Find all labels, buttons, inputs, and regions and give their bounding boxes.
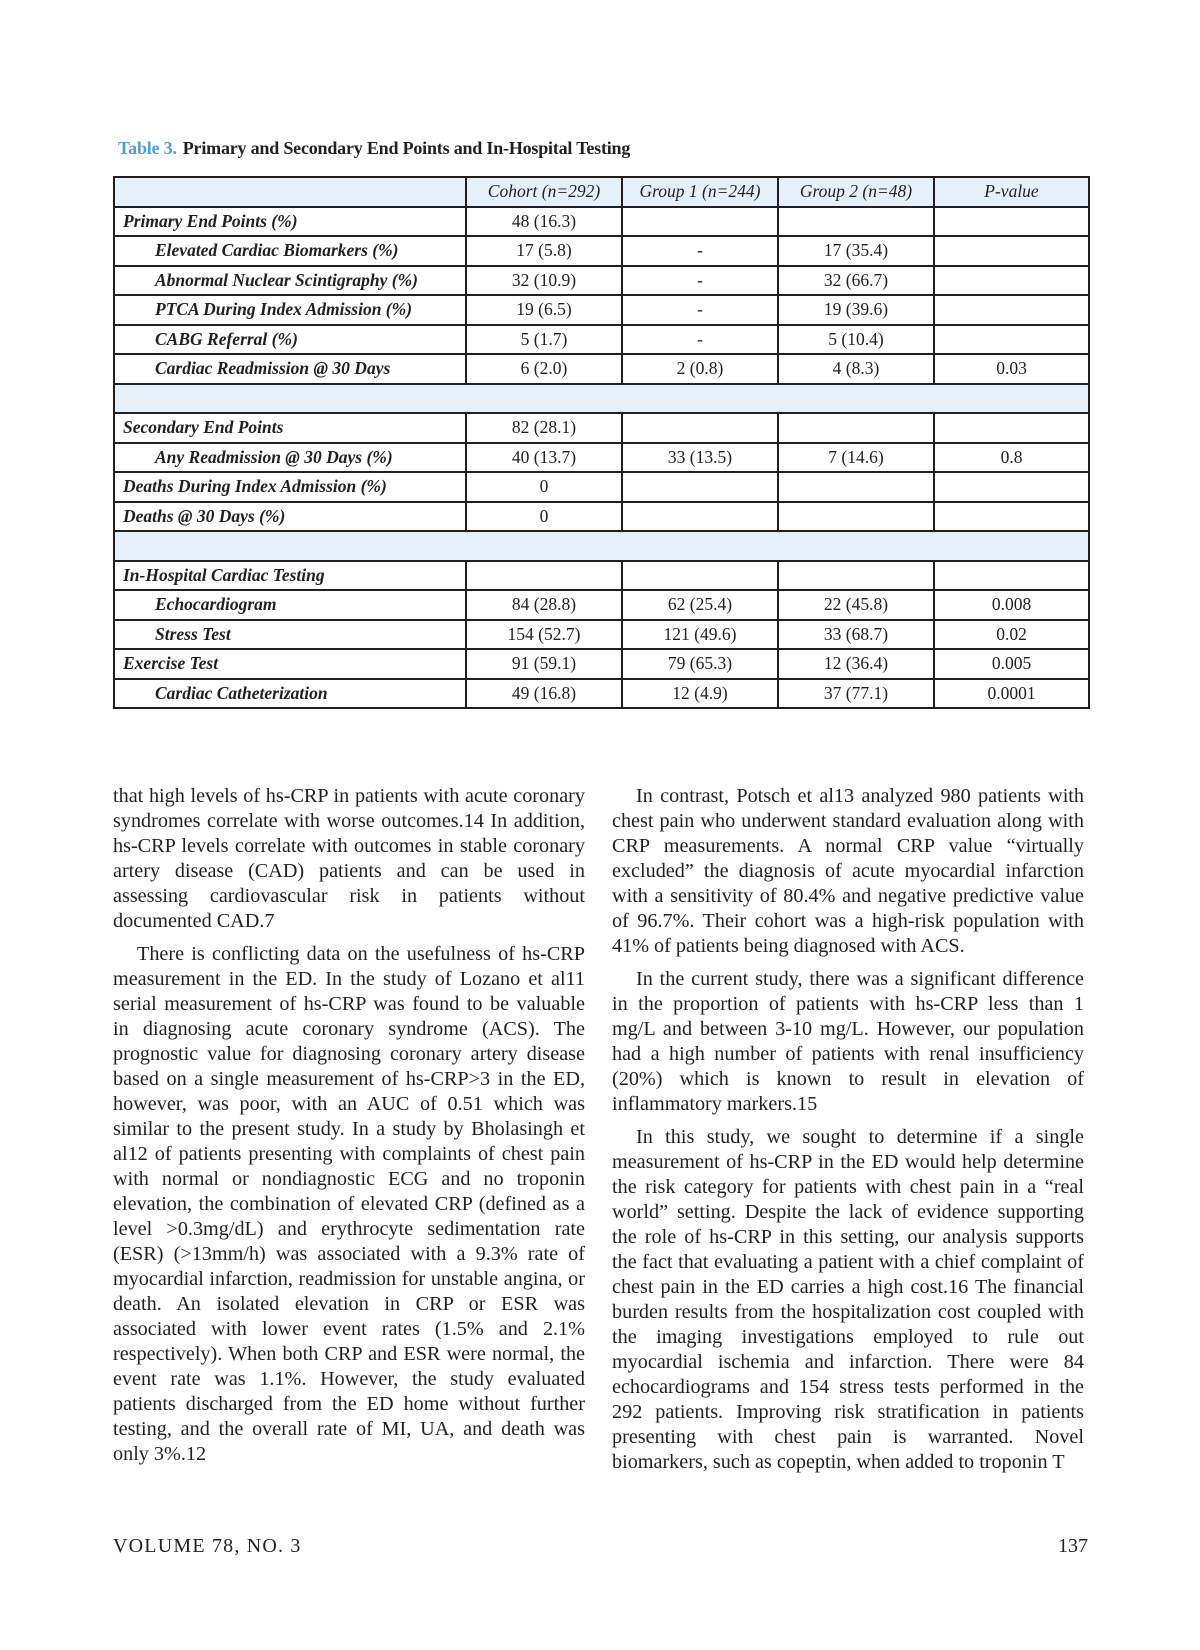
table-cell: - xyxy=(622,236,778,266)
column-header: P-value xyxy=(934,177,1089,207)
table-cell xyxy=(778,207,934,237)
table-cell xyxy=(934,295,1089,325)
row-label: Secondary End Points xyxy=(114,413,466,443)
table-cell: 33 (13.5) xyxy=(622,443,778,473)
table-cell: 2 (0.8) xyxy=(622,354,778,384)
table-cell xyxy=(778,561,934,591)
table-cell: 17 (5.8) xyxy=(466,236,622,266)
row-label: Stress Test xyxy=(114,620,466,650)
row-label: Primary End Points (%) xyxy=(114,207,466,237)
table-cell xyxy=(778,502,934,532)
table-cell: 12 (4.9) xyxy=(622,679,778,709)
table-caption xyxy=(118,138,630,159)
table-row xyxy=(114,679,1089,709)
table-cell xyxy=(622,207,778,237)
table-cell xyxy=(622,561,778,591)
table-cell xyxy=(778,413,934,443)
column-header: Cohort (n=292) xyxy=(466,177,622,207)
row-label: Abnormal Nuclear Scintigraphy (%) xyxy=(114,266,466,296)
table-row xyxy=(114,443,1089,473)
table-row xyxy=(114,472,1089,502)
table-cell: 5 (1.7) xyxy=(466,325,622,355)
table-cell: 0 xyxy=(466,472,622,502)
table-row xyxy=(114,354,1089,384)
table-cell: 154 (52.7) xyxy=(466,620,622,650)
table-cell: 6 (2.0) xyxy=(466,354,622,384)
body-paragraph: There is conflicting data on the usefulness of hs-CRP measurement in the ED. In the study of Lozano et al11 serial measurement of hs-CRP was found to be valuable in diagnosing acute coronary syndrome (ACS). The prognostic value for diagnosing coronary artery disease based on a single measurement of hs-CRP>3 in the ED, however, was poor, with an AUC of 0.51 which was similar to the present study. In a study by Bholasingh et al12 of patients presenting with complaints of chest pain with normal or nondiagnostic ECG and no troponin elevation, the combination of elevated CRP (defined as a level >0.3mg/dL) and erythrocyte sedimentation rate (ESR) (>13mm/h) was associated with a 9.3% rate of myocardial infarction, readmission for unstable angina, or death. An isolated elevation in CRP or ESR was associated with lower event rates (1.5% and 2.1% respectively). When both CRP and ESR were normal, the event rate was 1.1%. However, the study evaluated patients discharged from the ED home without further testing, and the overall rate of MI, UA, and death was only 3%.12 xyxy=(113,943,585,1465)
table-cell: - xyxy=(622,266,778,296)
row-label: In-Hospital Cardiac Testing xyxy=(114,561,466,591)
table-cell: 19 (6.5) xyxy=(466,295,622,325)
table-cell: 84 (28.8) xyxy=(466,590,622,620)
table-cell: 0.03 xyxy=(934,354,1089,384)
table-label: Table 3. xyxy=(118,138,177,158)
row-label: Deaths @ 30 Days (%) xyxy=(114,502,466,532)
table-cell: 0.008 xyxy=(934,590,1089,620)
left-column xyxy=(113,784,585,1475)
table-row xyxy=(114,325,1089,355)
table-cell: 0.8 xyxy=(934,443,1089,473)
table-cell: 7 (14.6) xyxy=(778,443,934,473)
journal-volume: VOLUME 78, NO. 3 xyxy=(113,1535,302,1557)
table-cell xyxy=(934,502,1089,532)
table-cell: 37 (77.1) xyxy=(778,679,934,709)
table-row xyxy=(114,413,1089,443)
right-column xyxy=(612,784,1084,1483)
table-cell: 121 (49.6) xyxy=(622,620,778,650)
body-paragraph: In this study, we sought to determine if a single measurement of hs-CRP in the ED would help determine the risk category for patients with chest pain in a “real world” setting. Despite the lack of evidence supporting the role of hs-CRP in this setting, our analysis supports the fact that evaluating a patient with a chief complaint of chest pain in the ED carries a high cost.16 The financial burden results from the hospitalization cost coupled with the imaging investigations employed to rule out myocardial ischemia and infarction. There were 84 echocardiograms and 154 stress tests performed in the 292 patients. Improving risk stratification in patients presenting with chest pain is warranted. Novel biomarkers, such as copeptin, when added to troponin T xyxy=(612,1126,1084,1473)
table-cell xyxy=(934,413,1089,443)
table-cell: 0 xyxy=(466,502,622,532)
row-label: Cardiac Readmission @ 30 Days xyxy=(114,354,466,384)
table-row xyxy=(114,266,1089,296)
table-cell: 33 (68.7) xyxy=(778,620,934,650)
table-cell: 12 (36.4) xyxy=(778,649,934,679)
table-row xyxy=(114,561,1089,591)
column-header: Group 2 (n=48) xyxy=(778,177,934,207)
table-title: Primary and Secondary End Points and In-Hospital Testing xyxy=(182,138,631,158)
table-row xyxy=(114,590,1089,620)
row-label: Deaths During Index Admission (%) xyxy=(114,472,466,502)
row-label: CABG Referral (%) xyxy=(114,325,466,355)
row-label: Cardiac Catheterization xyxy=(114,679,466,709)
page-number: 137 xyxy=(1058,1535,1088,1557)
table-row xyxy=(114,207,1089,237)
table-spacer-row xyxy=(114,384,1089,414)
table-cell xyxy=(622,502,778,532)
table-cell: - xyxy=(622,295,778,325)
table-cell xyxy=(622,472,778,502)
table-cell: 22 (45.8) xyxy=(778,590,934,620)
table-cell xyxy=(778,472,934,502)
table-row xyxy=(114,620,1089,650)
table-row xyxy=(114,295,1089,325)
table-cell: 4 (8.3) xyxy=(778,354,934,384)
table-row xyxy=(114,502,1089,532)
table-cell xyxy=(934,266,1089,296)
table-cell: 79 (65.3) xyxy=(622,649,778,679)
table-cell: 49 (16.8) xyxy=(466,679,622,709)
column-header xyxy=(114,177,466,207)
table-cell: 48 (16.3) xyxy=(466,207,622,237)
row-label: Exercise Test xyxy=(114,649,466,679)
table-cell: 82 (28.1) xyxy=(466,413,622,443)
table-cell: - xyxy=(622,325,778,355)
table-cell xyxy=(466,561,622,591)
table-cell: 62 (25.4) xyxy=(622,590,778,620)
table-cell xyxy=(934,236,1089,266)
table-cell: 40 (13.7) xyxy=(466,443,622,473)
table-cell: 32 (66.7) xyxy=(778,266,934,296)
table-cell: 19 (39.6) xyxy=(778,295,934,325)
table-cell xyxy=(934,561,1089,591)
row-label: Any Readmission @ 30 Days (%) xyxy=(114,443,466,473)
table-cell xyxy=(934,207,1089,237)
table-cell: 0.02 xyxy=(934,620,1089,650)
table-header-row xyxy=(114,177,1089,207)
table-cell: 17 (35.4) xyxy=(778,236,934,266)
table-cell: 5 (10.4) xyxy=(778,325,934,355)
body-paragraph: In the current study, there was a significant difference in the proportion of patients with hs-CRP less than 1 mg/L and between 3-10 mg/L. However, our population had a high number of patients with renal insufficiency (20%) which is known to result in elevation of inflammatory markers.15 xyxy=(612,968,1084,1115)
spacer-cell xyxy=(114,531,1089,561)
column-header: Group 1 (n=244) xyxy=(622,177,778,207)
table-cell: 91 (59.1) xyxy=(466,649,622,679)
row-label: Elevated Cardiac Biomarkers (%) xyxy=(114,236,466,266)
table-spacer-row xyxy=(114,531,1089,561)
table-cell xyxy=(622,413,778,443)
results-table xyxy=(113,176,1090,709)
table-cell: 32 (10.9) xyxy=(466,266,622,296)
table-cell: 0.0001 xyxy=(934,679,1089,709)
body-paragraph: that high levels of hs-CRP in patients with acute coronary syndromes correlate with worse outcomes.14 In addition, hs-CRP levels correlate with outcomes in stable coronary artery disease (CAD) patients and can be used in assessing cardiovascular risk in patients without documented CAD.7 xyxy=(113,785,585,932)
table-cell xyxy=(934,325,1089,355)
row-label: Echocardiogram xyxy=(114,590,466,620)
table-cell xyxy=(934,472,1089,502)
spacer-cell xyxy=(114,384,1089,414)
table-row xyxy=(114,236,1089,266)
table-row xyxy=(114,649,1089,679)
body-paragraph: In contrast, Potsch et al13 analyzed 980 patients with chest pain who underwent standard evaluation along with CRP measurements. A normal CRP value “virtually excluded” the diagnosis of acute myocardial infarction with a sensitivity of 80.4% and negative predictive value of 96.7%. Their cohort was a high-risk population with 41% of patients being diagnosed with ACS. xyxy=(612,785,1084,957)
row-label: PTCA During Index Admission (%) xyxy=(114,295,466,325)
table-cell: 0.005 xyxy=(934,649,1089,679)
